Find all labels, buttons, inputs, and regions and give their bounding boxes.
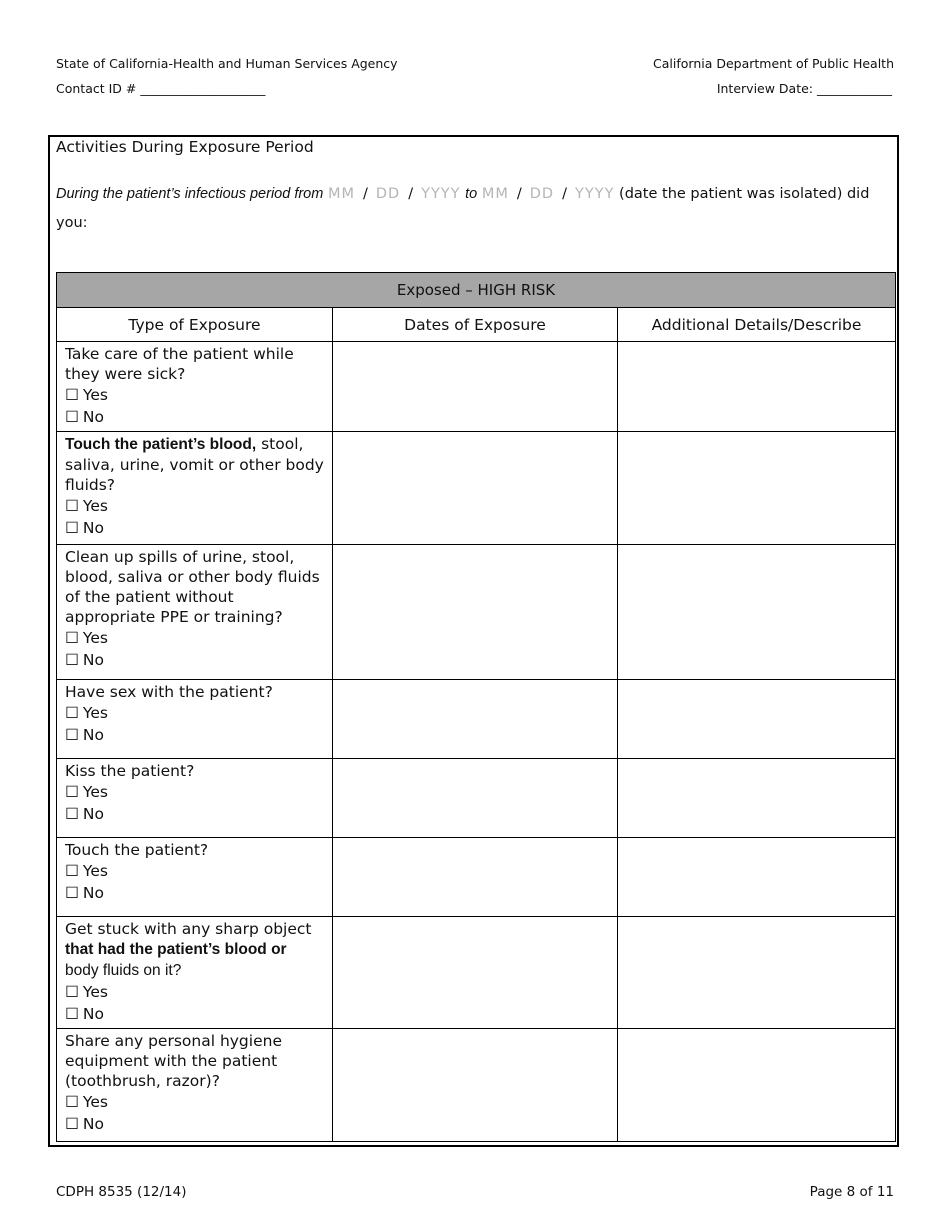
no-option[interactable] bbox=[65, 1113, 325, 1135]
dates-of-exposure-cell[interactable] bbox=[333, 1029, 618, 1142]
department-name: California Department of Public Health bbox=[653, 56, 894, 71]
no-label: No bbox=[82, 726, 104, 744]
intro-suffix: (date the patient was isolated) did you: bbox=[56, 186, 870, 231]
exposure-question bbox=[57, 1029, 333, 1142]
no-option[interactable] bbox=[65, 406, 325, 428]
no-option[interactable] bbox=[65, 882, 325, 904]
exposure-question bbox=[57, 342, 333, 432]
additional-details-cell[interactable] bbox=[618, 759, 896, 838]
yes-option[interactable] bbox=[65, 627, 325, 649]
start-month-field[interactable]: MM bbox=[327, 186, 355, 202]
start-year-field[interactable]: YYYY bbox=[421, 186, 461, 202]
infectious-period-prompt bbox=[56, 180, 886, 238]
additional-details-cell[interactable] bbox=[618, 680, 896, 759]
no-option[interactable] bbox=[65, 649, 325, 671]
additional-details-cell[interactable] bbox=[618, 917, 896, 1029]
table-row bbox=[57, 838, 896, 917]
no-option[interactable] bbox=[65, 724, 325, 746]
question-text-cont: body fluids on it? bbox=[65, 962, 182, 979]
column-header-type: Type of Exposure bbox=[57, 308, 333, 342]
checkbox-icon[interactable]: ☐ bbox=[65, 1093, 79, 1111]
no-label: No bbox=[82, 408, 104, 426]
yes-option[interactable] bbox=[65, 981, 325, 1003]
yes-label: Yes bbox=[82, 783, 108, 801]
yes-option[interactable] bbox=[65, 702, 325, 724]
checkbox-icon[interactable]: ☐ bbox=[65, 519, 79, 537]
no-option[interactable] bbox=[65, 517, 325, 539]
question-text-bold: that had the patient’s blood or bbox=[65, 941, 287, 958]
checkbox-icon[interactable]: ☐ bbox=[65, 386, 79, 404]
high-risk-band: Exposed – HIGH RISK bbox=[57, 273, 896, 308]
checkbox-icon[interactable]: ☐ bbox=[65, 1005, 79, 1023]
dates-of-exposure-cell[interactable] bbox=[333, 838, 618, 917]
no-label: No bbox=[82, 884, 104, 902]
dates-of-exposure-cell[interactable] bbox=[333, 759, 618, 838]
start-day-field[interactable]: DD bbox=[375, 186, 401, 202]
question-text-bold: Touch the patient’s blood, bbox=[65, 436, 257, 453]
yes-label: Yes bbox=[82, 983, 108, 1001]
agency-name: State of California-Health and Human Services Agency bbox=[56, 56, 398, 71]
no-label: No bbox=[82, 651, 104, 669]
checkbox-icon[interactable]: ☐ bbox=[65, 629, 79, 647]
table-row bbox=[57, 680, 896, 759]
question-text-cont: stool, saliva, urine, vomit or other body fluids? bbox=[65, 435, 324, 494]
additional-details-cell[interactable] bbox=[618, 838, 896, 917]
date-separator: / bbox=[408, 186, 414, 202]
additional-details-cell[interactable] bbox=[618, 342, 896, 432]
yes-option[interactable] bbox=[65, 1091, 325, 1113]
question-text: Kiss the patient? bbox=[65, 762, 195, 780]
exposure-question bbox=[57, 838, 333, 917]
question-text: Touch the patient? bbox=[65, 841, 209, 859]
dates-of-exposure-cell[interactable] bbox=[333, 545, 618, 680]
checkbox-icon[interactable]: ☐ bbox=[65, 704, 79, 722]
checkbox-icon[interactable]: ☐ bbox=[65, 805, 79, 823]
checkbox-icon[interactable]: ☐ bbox=[65, 408, 79, 426]
exposure-question bbox=[57, 432, 333, 545]
end-month-field[interactable]: MM bbox=[481, 186, 509, 202]
checkbox-icon[interactable]: ☐ bbox=[65, 651, 79, 669]
exposure-table bbox=[56, 272, 896, 1142]
intro-prefix: During the patient’s infectious period from bbox=[56, 186, 324, 202]
yes-label: Yes bbox=[82, 1093, 108, 1111]
column-header-details: Additional Details/Describe bbox=[618, 308, 896, 342]
form-number: CDPH 8535 (12/14) bbox=[56, 1184, 187, 1200]
yes-option[interactable] bbox=[65, 384, 325, 406]
table-row bbox=[57, 759, 896, 838]
no-option[interactable] bbox=[65, 803, 325, 825]
date-separator: / bbox=[362, 186, 368, 202]
dates-of-exposure-cell[interactable] bbox=[333, 342, 618, 432]
exposure-question bbox=[57, 545, 333, 680]
question-text: Take care of the patient while they were sick? bbox=[65, 345, 294, 383]
contact-id-field[interactable]: Contact ID # ____________________ bbox=[56, 81, 266, 96]
question-text: Get stuck with any sharp object bbox=[65, 920, 312, 938]
no-label: No bbox=[82, 1115, 104, 1133]
checkbox-icon[interactable]: ☐ bbox=[65, 884, 79, 902]
yes-label: Yes bbox=[82, 629, 108, 647]
question-text: Clean up spills of urine, stool, blood, saliva or other body fluids of the patient without appropriate PPE or training? bbox=[65, 548, 320, 626]
dates-of-exposure-cell[interactable] bbox=[333, 917, 618, 1029]
question-text: Share any personal hygiene equipment with the patient (toothbrush, razor)? bbox=[65, 1032, 282, 1090]
no-option[interactable] bbox=[65, 1003, 325, 1025]
checkbox-icon[interactable]: ☐ bbox=[65, 726, 79, 744]
yes-option[interactable] bbox=[65, 860, 325, 882]
checkbox-icon[interactable]: ☐ bbox=[65, 983, 79, 1001]
dates-of-exposure-cell[interactable] bbox=[333, 680, 618, 759]
exposure-question bbox=[57, 680, 333, 759]
yes-label: Yes bbox=[82, 386, 108, 404]
checkbox-icon[interactable]: ☐ bbox=[65, 497, 79, 515]
checkbox-icon[interactable]: ☐ bbox=[65, 783, 79, 801]
checkbox-icon[interactable]: ☐ bbox=[65, 1115, 79, 1133]
end-year-field[interactable]: YYYY bbox=[575, 186, 615, 202]
table-row bbox=[57, 432, 896, 545]
table-row bbox=[57, 545, 896, 680]
to-word: to bbox=[465, 186, 478, 202]
checkbox-icon[interactable]: ☐ bbox=[65, 862, 79, 880]
yes-option[interactable] bbox=[65, 781, 325, 803]
section-title: Activities During Exposure Period bbox=[56, 138, 314, 156]
no-label: No bbox=[82, 805, 104, 823]
date-separator: / bbox=[516, 186, 522, 202]
yes-label: Yes bbox=[82, 497, 108, 515]
question-text: Have sex with the patient? bbox=[65, 683, 273, 701]
exposure-question bbox=[57, 759, 333, 838]
page-number: Page 8 of 11 bbox=[809, 1184, 894, 1200]
table-row bbox=[57, 1029, 896, 1142]
no-label: No bbox=[82, 1005, 104, 1023]
table-row bbox=[57, 917, 896, 1029]
yes-option[interactable] bbox=[65, 495, 325, 517]
yes-label: Yes bbox=[82, 862, 108, 880]
dates-of-exposure-cell[interactable] bbox=[333, 432, 618, 545]
additional-details-cell[interactable] bbox=[618, 545, 896, 680]
exposure-question bbox=[57, 917, 333, 1029]
interview-date-field[interactable]: Interview Date: ____________ bbox=[716, 81, 892, 96]
yes-label: Yes bbox=[82, 704, 108, 722]
end-day-field[interactable]: DD bbox=[529, 186, 555, 202]
column-header-dates: Dates of Exposure bbox=[333, 308, 618, 342]
additional-details-cell[interactable] bbox=[618, 1029, 896, 1142]
date-separator: / bbox=[562, 186, 567, 202]
additional-details-cell[interactable] bbox=[618, 432, 896, 545]
table-row bbox=[57, 342, 896, 432]
no-label: No bbox=[82, 519, 104, 537]
